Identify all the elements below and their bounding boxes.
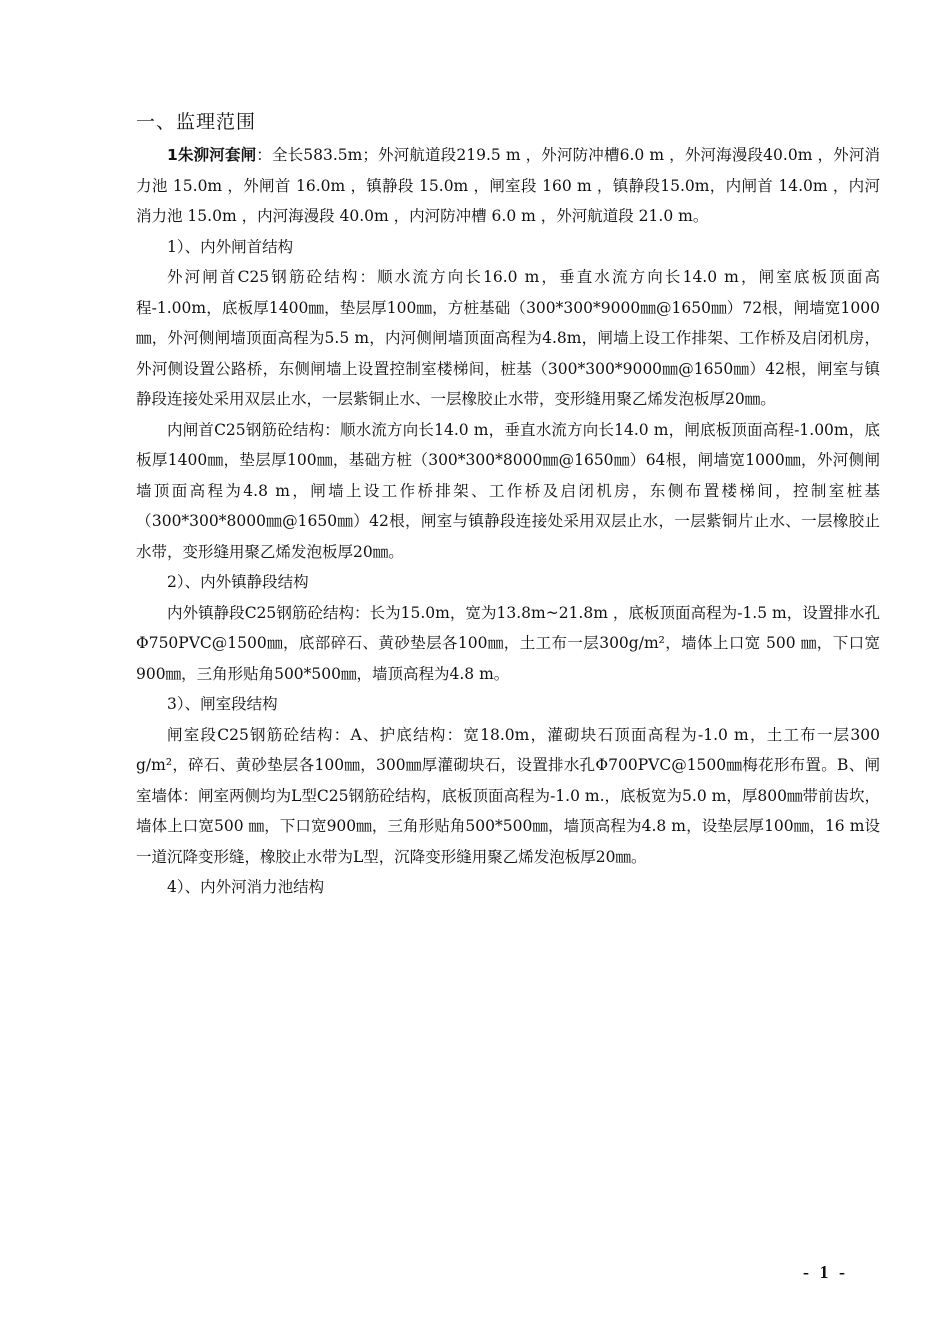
paragraph-outer-gate-head: 外河闸首C25钢筋砼结构：顺水流方向长16.0 m，垂直水流方向长14.0 m，闸室底板顶面高程-1.00m，底板厚1400㎜，垫层厚100㎜，方桩基础（300*300*9000㎜@1650㎜）72根，闸墙宽1000㎜，外河侧闸墙顶面高程为5.5 m，内河侧闸墙顶面高程为4.8m，闸墙上设工作排架、工作桥及启闭机房，外河侧设置公路桥，东侧闸墙上设置控制室楼梯间，桩基（300*300*9000㎜@1650㎜）42根，闸室与镇静段连接处采用双层止水，一层紫铜止水、一层橡胶止水带，变形缝用聚乙烯发泡板厚20㎜。 — [136, 268, 880, 408]
paragraph-inner-gate-head: 内闸首C25钢筋砼结构：顺水流方向长14.0 m，垂直水流方向长14.0 m，闸底板顶面高程-1.00m，底板厚1400㎜，垫层厚100㎜，基础方桩（300*300*8000㎜@1650㎜）64根，闸墙宽1000㎜，外河侧闸墙顶面高程为4.8 m，闸墙上设工作桥排架、工作桥及启闭机房，东侧布置楼梯间，控制室桩基（300*300*8000㎜@1650㎜）42根，闸室与镇静段连接处采用双层止水，一层紫铜片止水、一层橡胶止水带，变形缝用聚乙烯发泡板厚20㎜。 — [136, 420, 880, 561]
paragraph-stilling-section: 内外镇静段C25钢筋砼结构：长为15.0m，宽为13.8m~21.8m ，底板顶面高程为-1.5 m，设置排水孔Φ750PVC@1500㎜，底部碎石、黄砂垫层各100㎜，土工布一层300g/m²，墙体上口宽 500 ㎜，下口宽900㎜，三角形贴角500*500㎜，墙顶高程为4.8 m。 — [136, 603, 880, 683]
intro-paragraph — [136, 140, 880, 232]
subsection-title-1: 1）、内外闸首结构 — [167, 237, 294, 256]
paragraph-lock-chamber: 闸室段C25钢筋砼结构：A、护底结构：宽18.0m，灌砌块石顶面高程为-1.0 m，土工布一层300 g/m²，碎石、黄砂垫层各100㎜，300㎜厚灌砌块石，设置排水孔Φ700PVC@1500㎜梅花形布置。B、闸室墙体：闸室两侧均为L型C25钢筋砼结构，底板顶面高程为-1.0 m.，底板宽为5.0 m，厚800㎜带前齿坎，墙体上口宽500 ㎜，下口宽900㎜，三角形贴角500*500㎜，墙顶高程为4.8 m，设垫层厚100㎜，16 m设一道沉降变形缝，橡胶止水带为L型，沉降变形缝用聚乙烯发泡板厚20㎜。 — [136, 725, 880, 866]
intro-lead: 1朱泖河套闸 — [167, 146, 257, 164]
section-heading: 一、监理范围 — [136, 111, 257, 133]
subsection-title-3: 3）、闸室段结构 — [167, 695, 278, 713]
page-content — [136, 104, 880, 903]
subsection-title-2: 2）、内外镇静段结构 — [167, 573, 309, 591]
page-number: - 1 - — [803, 1262, 848, 1282]
subsection-title-4: 4）、内外河消力池结构 — [167, 878, 325, 896]
intro-text: ：全长583.5m；外河航道段219.5 m ，外河防冲槽6.0 m ，外河海漫段40.0m ，外河消力池 15.0m ，外闸首 16.0m ，镇静段 15.0m ，闸室段 160 m ，镇静段15.0m，内闸首 14.0m ，内河消力池 15.0m ，内河海漫段 40.0m ，内河防冲槽 6.0 m ，外河航道段 21.0 m。 — [136, 146, 880, 225]
